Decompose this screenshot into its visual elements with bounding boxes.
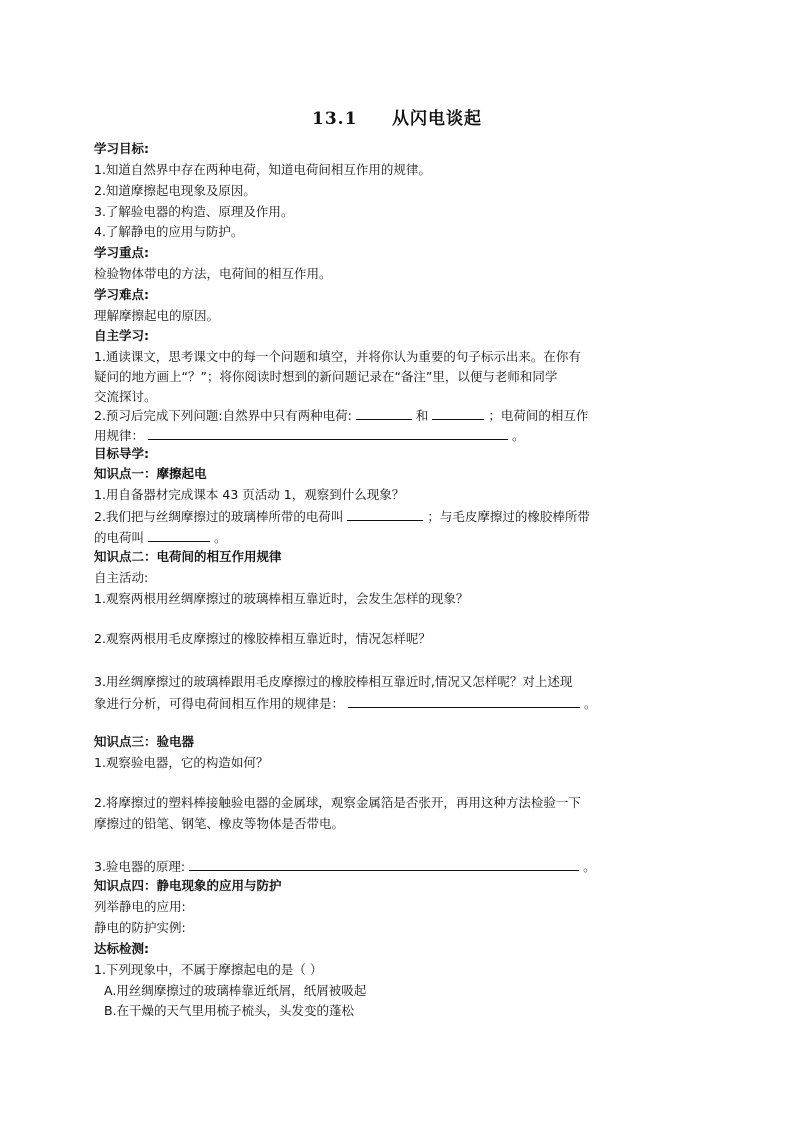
page-title: 13.1 从闪电谈起 [312, 109, 482, 129]
k2-heading: 知识点二：电荷间的相互作用规律 [94, 549, 282, 564]
focus-heading: 学习重点: [94, 245, 149, 260]
k2-question-3: 3.用丝绸摩擦过的玻璃棒跟用毛皮摩擦过的橡胶棒相互靠近时,情况又怎样呢？对上述现 [94, 674, 573, 689]
test-heading: 达标检测: [94, 941, 149, 956]
goal-item: 3.了解验电器的构造、原理及作用。 [94, 204, 294, 219]
item2-and: 和 [415, 408, 429, 423]
k2-question-1: 1.观察两根用丝绸摩擦过的玻璃棒相互靠近时，会发生怎样的现象？ [94, 591, 469, 606]
item2-rule-label: 用规律： [94, 428, 145, 443]
k3-question-3 [94, 858, 596, 875]
k1-q2-text: 2.我们把与丝绸摩擦过的玻璃棒所带的电荷叫 [94, 509, 344, 524]
k4-heading: 知识点四：静电现象的应用与防护 [94, 878, 282, 893]
blank-charge-2[interactable] [432, 407, 484, 420]
goal-item: 4.了解静电的应用与防护。 [94, 224, 244, 239]
item2-text-cont: ；电荷间的相互作 [488, 408, 589, 423]
k1-question-2-cont [94, 529, 227, 546]
k3-question-2: 2.将摩擦过的塑料棒接触验电器的金属球，观察金属箔是否张开，再用这种方法检验一下 [94, 795, 581, 810]
blank-charge-1[interactable] [356, 407, 412, 420]
item2-text: 2.预习后完成下列问题:自然界中只有两种电荷: [94, 408, 352, 423]
self-study-item2 [94, 407, 588, 424]
k3-q3-text: 3.验电器的原理: [94, 859, 186, 874]
k4-applications: 列举静电的应用: [94, 899, 186, 914]
k3-heading: 知识点三：验电器 [94, 734, 195, 749]
k1-q2-label: 的电荷叫 [94, 530, 145, 545]
difficulty-text: 理解摩擦起电的原因。 [94, 308, 220, 323]
k4-protection: 静电的防护实例: [94, 920, 186, 935]
guide-heading: 目标导学: [94, 446, 149, 461]
k3-question-2-cont: 摩擦过的铅笔、钢笔、橡皮等物体是否带电。 [94, 816, 345, 831]
self-study-heading: 自主学习: [94, 328, 149, 343]
self-study-item1: 1.通读课文，思考课文中的每一个问题和填空，并将你认为重要的句子标示出来。在你有 [94, 349, 581, 364]
k3-q3-end: 。 [583, 859, 596, 874]
k2-activity-label: 自主活动: [94, 570, 149, 585]
item2-end: 。 [511, 428, 525, 443]
k2-question-3-cont [94, 695, 597, 712]
goal-item: 2.知道摩擦起电现象及原因。 [94, 183, 256, 198]
k2-q3-end: 。 [583, 696, 597, 711]
k1-question-2 [94, 508, 590, 525]
self-study-item1-cont: 疑问的地方画上“？”；将你阅读时想到的新问题记录在“备注”里，以便与老师和同学 [94, 369, 558, 384]
k1-q2-text-cont: ；与毛皮摩擦过的橡胶棒所带 [427, 509, 590, 524]
k2-q3-text: 象进行分析，可得电荷间相互作用的规律是： [94, 696, 345, 711]
self-study-item1-cont: 交流探讨。 [94, 389, 157, 404]
test-option-a[interactable]: A.用丝绸摩擦过的玻璃棒靠近纸屑，纸屑被吸起 [104, 983, 367, 998]
goals-heading: 学习目标: [94, 141, 149, 156]
k1-question-1: 1.用自备器材完成课本 43 页活动 1，观察到什么现象？ [94, 487, 405, 502]
difficulty-heading: 学习难点: [94, 287, 149, 302]
goal-item: 1.知道自然界中存在两种电荷，知道电荷间相互作用的规律。 [94, 162, 431, 177]
test-question-1: 1.下列现象中，不属于摩擦起电的是（ ） [94, 962, 323, 977]
k1-q2-end: 。 [213, 530, 227, 545]
k3-question-1: 1.观察验电器，它的构造如何？ [94, 755, 269, 770]
k1-heading: 知识点一：摩擦起电 [94, 466, 207, 481]
blank-positive-charge[interactable] [347, 508, 423, 521]
blank-interaction-rule[interactable] [148, 427, 508, 440]
blank-electroscope-principle[interactable] [189, 858, 579, 871]
focus-text: 检验物体带电的方法，电荷间的相互作用。 [94, 266, 332, 281]
self-study-item2-cont [94, 427, 525, 444]
blank-k2-rule[interactable] [348, 695, 580, 708]
k2-question-2: 2.观察两根用毛皮摩擦过的橡胶棒相互靠近时，情况怎样呢？ [94, 631, 431, 646]
blank-negative-charge[interactable] [148, 529, 210, 542]
test-option-b[interactable]: B.在干燥的天气里用梳子梳头，头发变的蓬松 [104, 1003, 355, 1018]
